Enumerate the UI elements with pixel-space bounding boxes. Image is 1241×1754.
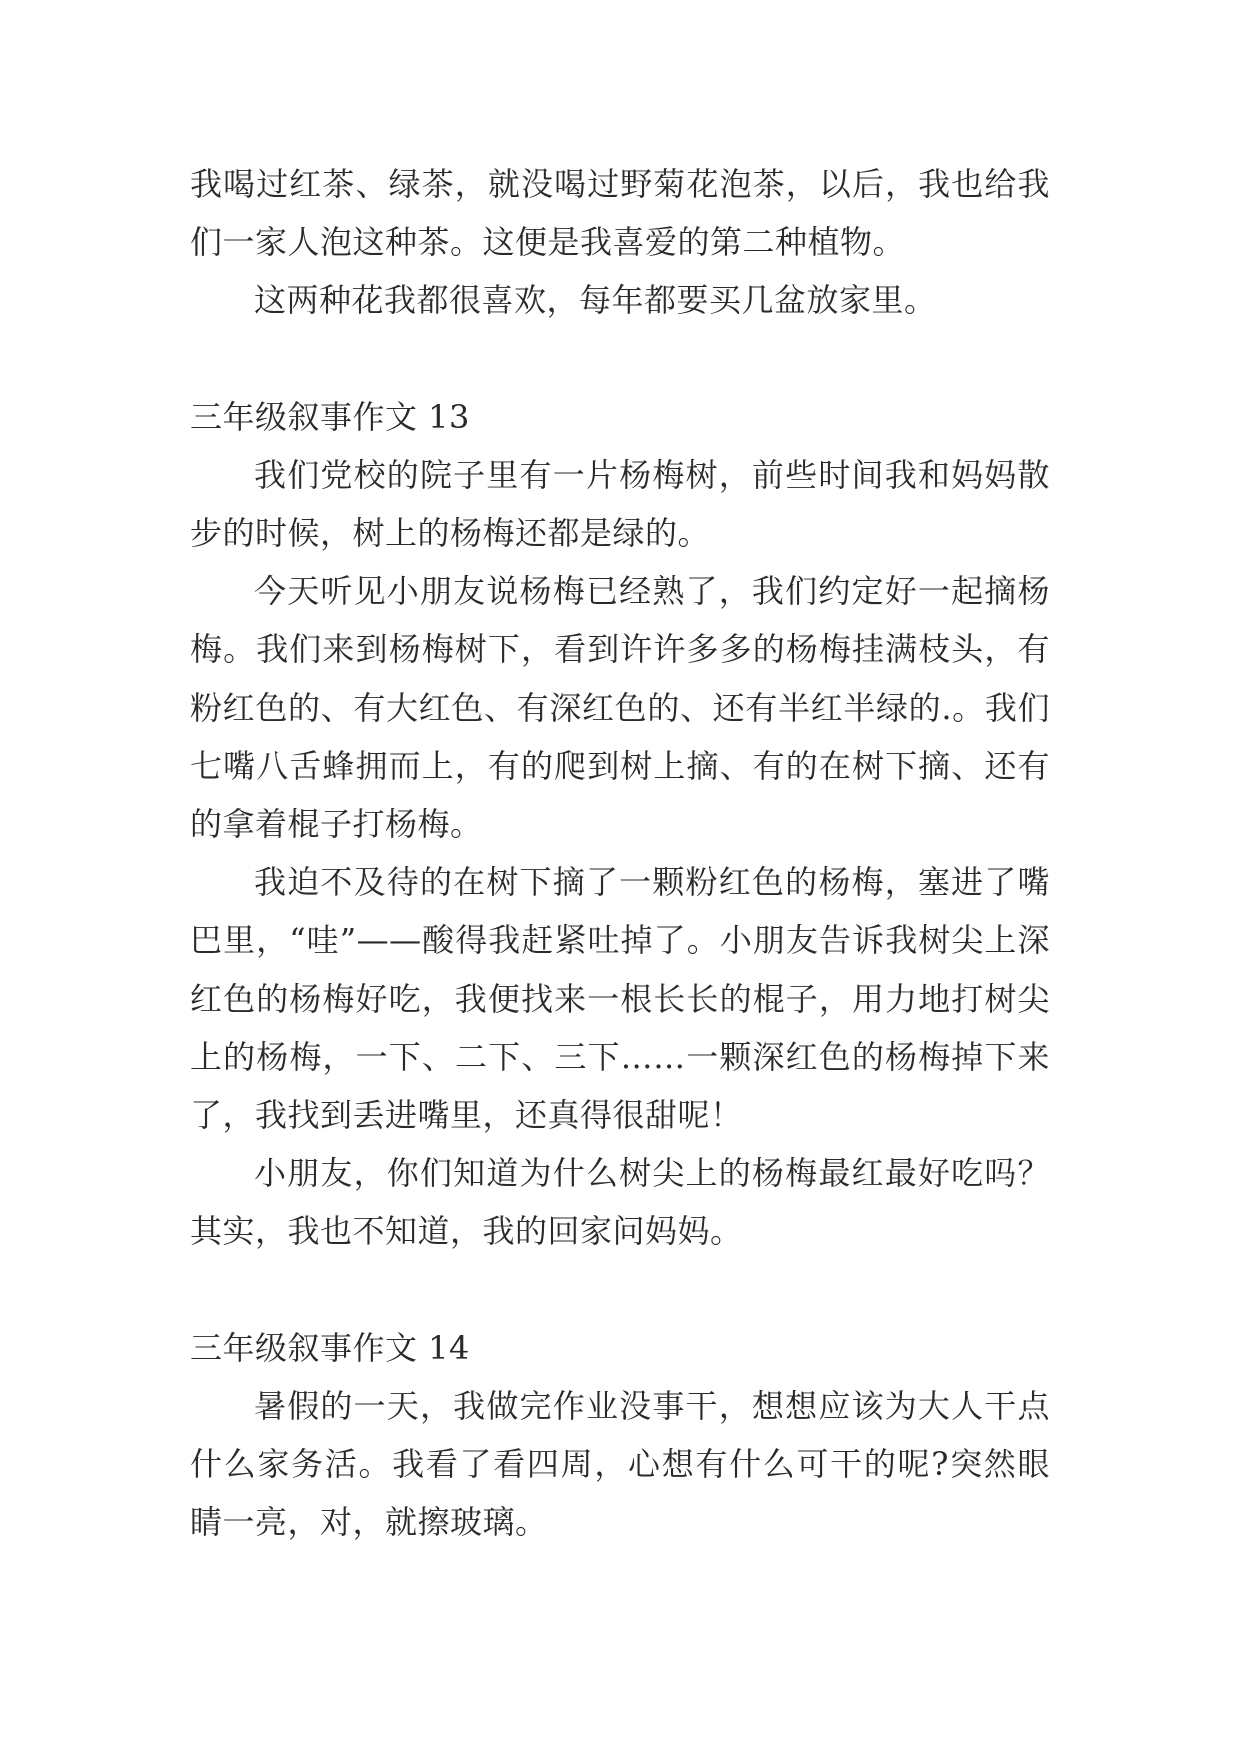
paragraph: 小朋友，你们知道为什么树尖上的杨梅最红最好吃吗？其实，我也不知道，我的回家问妈妈。 bbox=[190, 1154, 1050, 1251]
paragraph: 我喝过红茶、绿茶，就没喝过野菊花泡茶，以后，我也给我们一家人泡这种茶。这便是我喜爱的第二种植物。 bbox=[190, 165, 1050, 262]
paragraph: 这两种花我都很喜欢，每年都要买几盆放家里。 bbox=[254, 281, 937, 320]
paragraph: 我迫不及待的在树下摘了一颗粉红色的杨梅，塞进了嘴巴里，“哇”——酸得我赶紧吐掉了。小朋友告诉我树尖上深红色的杨梅好吃，我便找来一根长长的棍子，用力地打树尖上的杨梅，一下、二下、三下……一颗深红色的杨梅掉下来了，我找到丢进嘴里，还真得很甜呢！ bbox=[190, 863, 1050, 1135]
section-gap bbox=[190, 1261, 1050, 1319]
paragraph: 今天听见小朋友说杨梅已经熟了，我们约定好一起摘杨梅。我们来到杨梅树下，看到许许多多的杨梅挂满枝头，有粉红色的、有大红色、有深红色的、还有半红半绿的.。我们七嘴八舌蜂拥而上，有的爬到树上摘、有的在树下摘、还有的拿着棍子打杨梅。 bbox=[190, 572, 1050, 844]
section-title: 三年级叙事作文 14 bbox=[190, 1328, 470, 1367]
paragraph: 我们党校的院子里有一片杨梅树，前些时间我和妈妈散步的时候，树上的杨梅还都是绿的。 bbox=[190, 455, 1050, 553]
section-title: 三年级叙事作文 13 bbox=[190, 397, 470, 436]
section-gap bbox=[190, 330, 1050, 388]
document-page bbox=[190, 155, 1050, 1551]
paragraph: 暑假的一天，我做完作业没事干，想想应该为大人干点什么家务活。我看了看四周，心想有什么可干的呢?突然眼睛一亮，对，就擦玻璃。 bbox=[190, 1386, 1050, 1542]
